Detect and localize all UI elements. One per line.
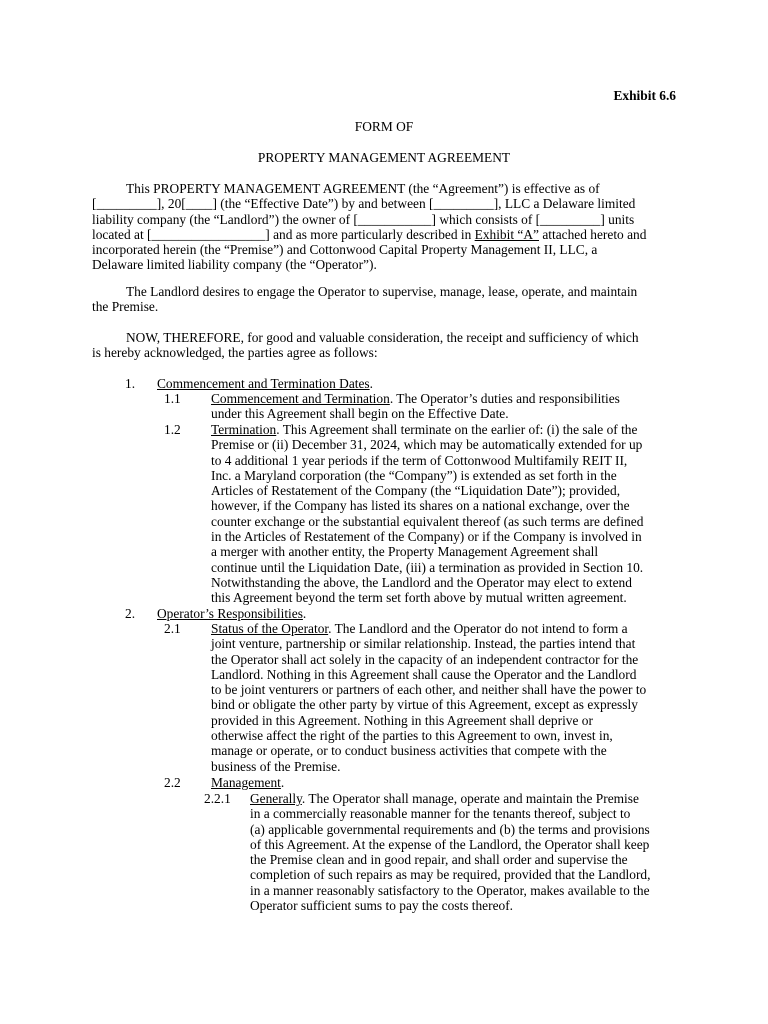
section-heading: Status of the Operator [211,621,329,636]
section-number: 2.2 [164,775,181,790]
section-heading: Termination [211,422,277,437]
exhibit-a-reference: Exhibit “A” [474,226,539,242]
exhibit-label: Exhibit 6.6 [613,88,676,103]
intro-paragraph: This PROPERTY MANAGEMENT AGREEMENT (the “Agreement”) is effective as of [_________], 20[____] (the “Effective Date”) by and between [_________], LLC a Delaware limited liability company (the “Landlord”) the owner of [___________] which consists of [_________] units located at [_________________] and as more particularly described in Exhibit “A” attached hereto and incorporated herein (the “Premise”) and Cottonwood Capital Property Management II, LLC, a Delaware limited liability company (the “Operator”). [92,181,647,273]
section-heading: Commencement and Termination Dates [157,376,370,391]
section-heading: Operator’s Responsibilities [157,606,303,621]
recital-paragraph: The Landlord desires to engage the Operator to supervise, manage, lease, operate, and maintain the Premise. [92,284,638,315]
section-heading: Commencement and Termination [211,391,390,406]
section-number: 1.2 [164,422,181,437]
document-page: Exhibit 6.6 FORM OF PROPERTY MANAGEMENT AGREEMENT This PROPERTY MANAGEMENT AGREEMENT (the “Agreement”) is effective as of [_________], 20[____] (the “Effective Date”) by and between [_________], LLC a Delaware limited liability company (the “Landlord”) the owner of [___________] which consists of [_________] units located at [_________________] and as more particularly described in Exhibit “A” attached hereto and incorporated herein (the “Premise”) and Cottonwood Capital Property Management II, LLC, a Delaware limited liability company (the “Operator”). The Landlord desires to engage the Operator to supervise, manage, lease, operate, and maintain the Premise. NOW, THEREFORE, for good and valuable consideration, the receipt and sufficiency of which is hereby acknowledged, the parties agree as follows: 1. Commencement and Termination Dates. 1.1 Commencement and Termination. The Operator’s duties and responsibilities under this Agreement shall begin on the Effective Date. 1.2 Termination. This Agreement shall terminate on the earlier of: (i) the sale of the Premise or (ii) December 31, 2024, which may be automatically extended for up to 4 additional 1 year periods if the term of Cottonwood Multifamily REIT II, Inc. a Maryland corporation (the “Company”) is extended as set forth in the Articles of Restatement of the Company (the “Liquidation Date”); provided, however, if the Company has listed its shares on a national exchange, over the counter exchange or the substantial equivalent thereof (as such terms are defined in the Articles of Restatement of the Company) or if the Company is involved in a merger with another entity, the Property Management Agreement shall continue until the Liquidation Date, (iii) a termination as provided in Section 10. Notwithstanding the above, the Landlord and the Operator may elect to extend this Agreement beyond the term set forth above by mutual written agreement. 2. Operator’s Responsibilities. 2.1 Status of the Operator. The Landlord and the Operator do not intend to form a joint venture, partnership or similar relationship. Instead, the parties intend that the Operator shall act solely in the capacity of an independent contractor for the Landlord. Nothing in this Agreement shall cause the Operator and the Landlord to be joint venturers or partners of each other, and neither shall have the power to bind or obligate the other party by virtue of this Agreement, except as expressly provided in this Agreement. Nothing in this Agreement shall deprive or otherwise affect the right of the parties to this Agreement to own, invest in, manage or operate, or to conduct business activities that compete with the business of the Premise. 2.2 Management. 2.2.1 Generally. The Operator shall manage, operate and maintain the Premise in a commercially reasonable manner for the tenants thereof, subject to (a) applicable governmental requirements and (b) the terms and provisions of this Agreement. At the expense of the Landlord, the Operator shall keep the Premise clean and in good repair, and shall order and supervise the completion of such repairs as may be required, provided that the Landlord, in a manner reasonably satisfactory to the Operator, makes available to the Operator sufficient sums to pay the costs thereof. [0,0,768,1024]
section-heading: Management [211,775,281,790]
section-number: 2.1 [164,621,181,636]
agreement-title: PROPERTY MANAGEMENT AGREEMENT [257,150,511,165]
form-of-heading: FORM OF [354,119,414,134]
section-heading: Generally [250,791,302,806]
consideration-paragraph: NOW, THEREFORE, for good and valuable consideration, the receipt and sufficiency of which is hereby acknowledged, the parties agree as follows: [92,330,639,361]
section-number: 1.1 [164,391,181,406]
section-number: 2.2.1 [204,791,231,806]
section-number: 1. [125,376,136,391]
section-number: 2. [125,606,136,621]
